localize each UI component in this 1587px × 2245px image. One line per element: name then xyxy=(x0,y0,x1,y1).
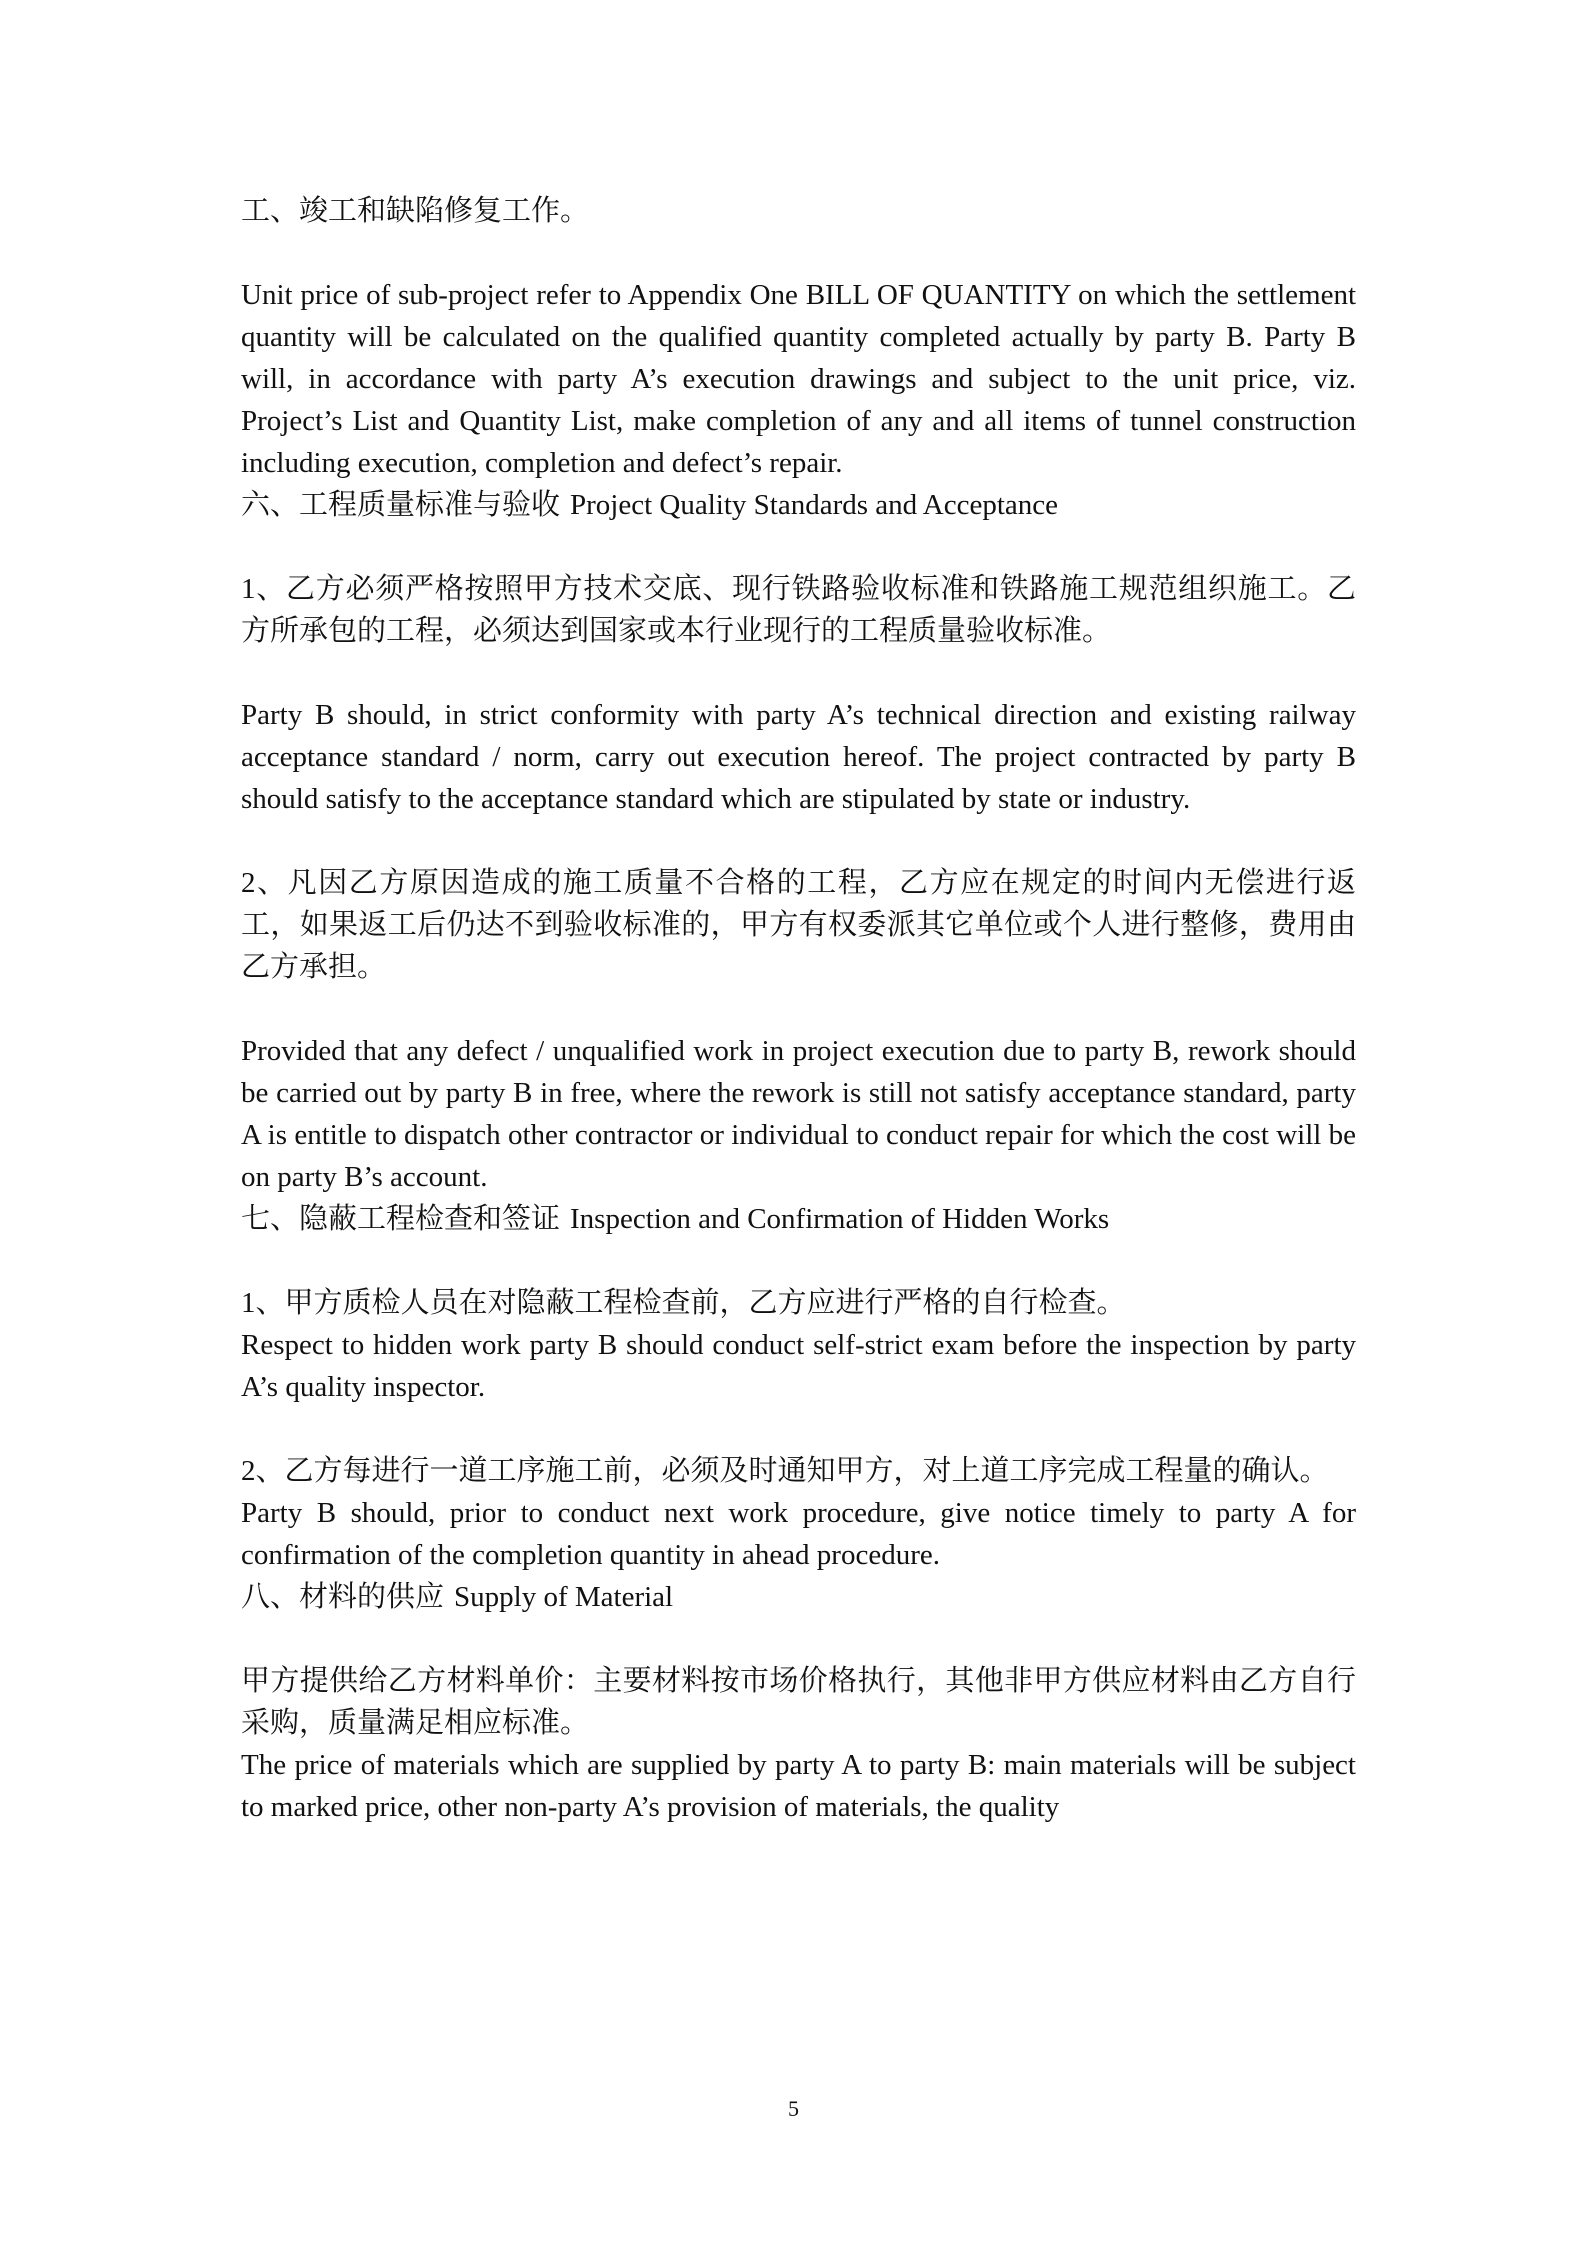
clause-7-1-en: Respect to hidden work party B should conduct self-strict exam before the inspection by party A’s quality inspector. xyxy=(241,1329,1356,1403)
page-number: 5 xyxy=(788,2096,799,2121)
section-6-heading-cn: 六、工程质量标准与验收 xyxy=(241,489,561,521)
clause-6-1-en: Party B should, in strict conformity with party A’s technical direction and existing railway acceptance standard / norm, carry out execution hereof. The project contracted by party B should satisfy to the acceptance standard which are stipulated by state or industry. xyxy=(241,699,1356,815)
section-6-heading-en: Project Quality Standards and Acceptance xyxy=(570,489,1059,521)
paragraph-completion-cn: 工、竣工和缺陷修复工作。 xyxy=(241,195,590,227)
page-body xyxy=(241,190,1356,1828)
section-8-heading xyxy=(241,1576,1356,1618)
section-7-heading-cn: 七、隐蔽工程检查和签证 xyxy=(241,1203,561,1235)
section-7-heading-en: Inspection and Confirmation of Hidden Works xyxy=(570,1203,1110,1235)
clause-8-1-cn: 甲方提供给乙方材料单价：主要材料按市场价格执行，其他非甲方供应材料由乙方自行采购，质量满足相应标准。 xyxy=(241,1665,1356,1739)
section-8-heading-en: Supply of Material xyxy=(454,1581,674,1613)
clause-7-2-en: Party B should, prior to conduct next work procedure, give notice timely to party A for confirmation of the completion quantity in ahead procedure. xyxy=(241,1497,1356,1571)
section-7-heading xyxy=(241,1198,1356,1240)
clause-6-2-cn: 2、凡因乙方原因造成的施工质量不合格的工程，乙方应在规定的时间内无偿进行返工，如果返工后仍达不到验收标准的，甲方有权委派其它单位或个人进行整修，费用由乙方承担。 xyxy=(241,867,1356,983)
clause-7-1-cn: 1、甲方质检人员在对隐蔽工程检查前，乙方应进行严格的自行检查。 xyxy=(241,1287,1126,1319)
paragraph-unit-price-en: Unit price of sub-project refer to Appendix One BILL OF QUANTITY on which the settlement quantity will be calculated on the qualified quantity completed actually by party B. Party B will, in accordance with party A’s execution drawings and subject to the unit price, viz. Project’s List and Quantity List, make completion of any and all items of tunnel construction including execution, completion and defect’s repair. xyxy=(241,279,1356,479)
section-6-heading xyxy=(241,484,1356,526)
section-8-heading-cn: 八、材料的供应 xyxy=(241,1581,445,1613)
clause-8-1-en: The price of materials which are supplied by party A to party B: main materials will be subject to marked price, other non-party A’s provision of materials, the quality xyxy=(241,1749,1356,1823)
clause-7-2-cn: 2、乙方每进行一道工序施工前，必须及时通知甲方，对上道工序完成工程量的确认。 xyxy=(241,1455,1329,1487)
clause-6-1-cn: 1、乙方必须严格按照甲方技术交底、现行铁路验收标准和铁路施工规范组织施工。乙方所承包的工程，必须达到国家或本行业现行的工程质量验收标准。 xyxy=(241,573,1356,647)
clause-6-2-en: Provided that any defect / unqualified work in project execution due to party B, rework should be carried out by party B in free, where the rework is still not satisfy acceptance standard, party A is entitle to dispatch other contractor or individual to conduct repair for which the cost will be on party B’s account. xyxy=(241,1035,1356,1193)
